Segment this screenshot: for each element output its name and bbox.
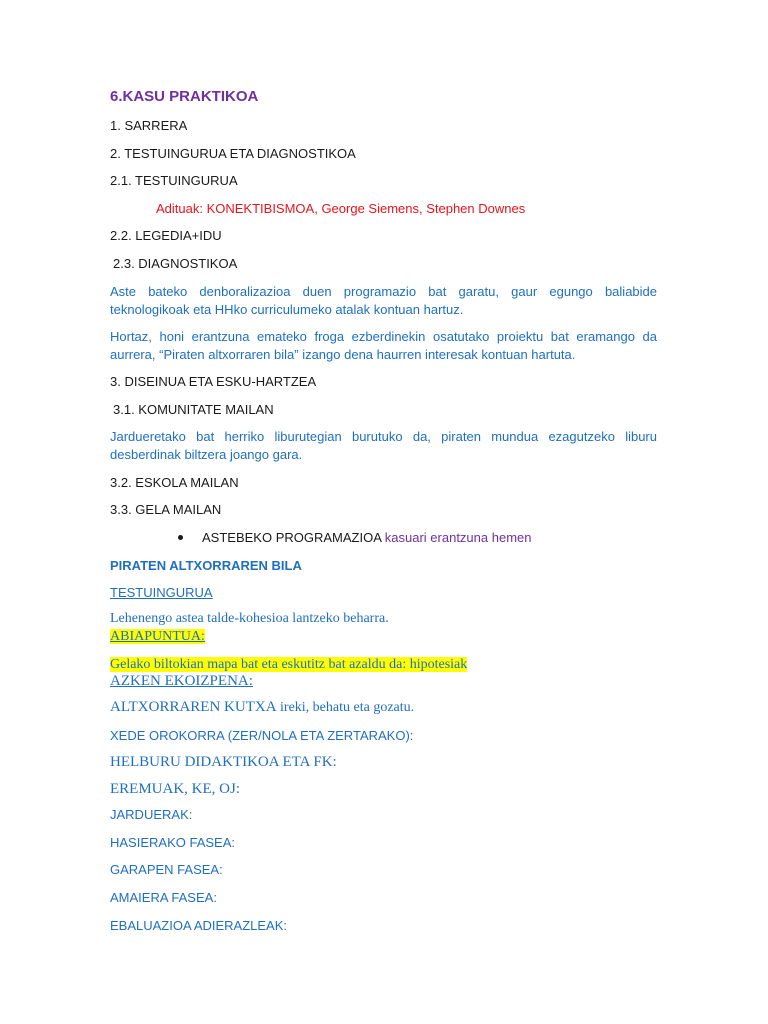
helburu-label: HELBURU DIDAKTIKOA ETA FK: <box>110 754 337 770</box>
paragraph-hortaz: Hortaz, honi erantzuna emateko froga ezberdinekin osatutako proiektu bat eramango da aurrera, “Piraten altxorraren bila” izango dena haurren interesak kontuan hartuta. <box>110 329 657 362</box>
xede-label: XEDE OROKORRA (ZER/NOLA ETA ZERTARAKO): <box>110 728 414 743</box>
ebaluazioa-label: EBALUAZIOA ADIERAZLEAK: <box>110 918 288 933</box>
testuinguru-link[interactable]: TESTUINGURUA <box>110 585 213 600</box>
section-testuinguru-diagnostikoa: 2. TESTUINGURUA ETA DIAGNOSTIKOA <box>110 146 356 161</box>
abiapuntua-label: ABIAPUNTUA: <box>110 629 205 644</box>
bullet-item-astebeko <box>202 529 531 547</box>
kasuari-link[interactable]: kasuari erantzuna hemen <box>384 530 532 545</box>
lehenengo-text: Lehenengo astea talde-kohesioa lantzeko beharra. <box>110 611 389 626</box>
section-testuinguru: 2.1. TESTUINGURUA <box>110 173 238 188</box>
section-gela: 3.3. GELA MAILAN <box>110 502 222 517</box>
page-title: 6.KASU PRAKTIKOA <box>110 88 259 105</box>
kutxa-text: ALTXORRAREN KUTXA ireki, behatu eta gozatu. <box>110 699 415 715</box>
azken-ekoizpena-label: AZKEN EKOIZPENA: <box>110 673 253 689</box>
jarduerak-label: JARDUERAK: <box>110 807 193 822</box>
paragraph-programazio: Aste bateko denboralizazioa duen programazio bat garatu, gaur egungo baliabide teknologikoak eta HHko curriculumeko atalak kontuan hartuz. <box>110 284 657 317</box>
bullet-icon <box>178 535 183 540</box>
section-diseinua: 3. DISEINUA ETA ESKU-HARTZEA <box>110 374 317 389</box>
amaiera-label: AMAIERA FASEA: <box>110 890 217 905</box>
garapen-label: GARAPEN FASEA: <box>110 862 223 877</box>
eremuak-label: EREMUAK, KE, OJ: <box>110 781 240 797</box>
paragraph-jardueretako: Jardueretako bat herriko liburutegian burutuko da, piraten mundua ezagutzeko liburu desberdinak biltzera joango gara. <box>110 429 657 462</box>
piraten-heading: PIRATEN ALTXORRAREN BILA <box>110 558 302 573</box>
gelako-text: Gelako biltokian mapa bat eta eskutitz bat azaldu da: hipotesiak <box>110 657 468 672</box>
adituak-text: Adituak: KONEKTIBISMOA, George Siemens, Stephen Downes <box>156 201 526 216</box>
section-eskola: 3.2. ESKOLA MAILAN <box>110 475 239 490</box>
astebeko-label: ASTEBEKO PROGRAMAZIOA <box>202 530 382 545</box>
section-diagnostikoa: 2.3. DIAGNOSTIKOA <box>113 256 238 271</box>
hasierako-label: HASIERAKO FASEA: <box>110 835 235 850</box>
section-legedia: 2.2. LEGEDIA+IDU <box>110 228 222 243</box>
section-komunitate: 3.1. KOMUNITATE MAILAN <box>113 402 274 417</box>
section-sarrera: 1. SARRERA <box>110 118 188 133</box>
